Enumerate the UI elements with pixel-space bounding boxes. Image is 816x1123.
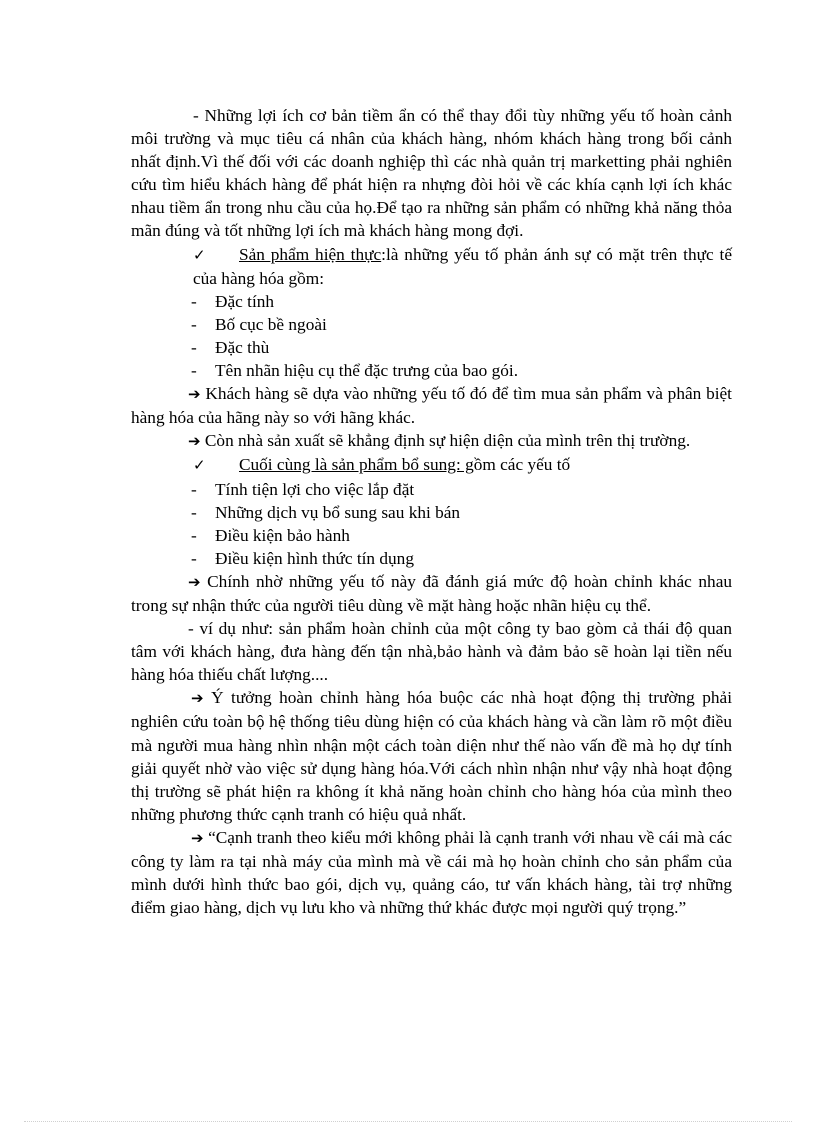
list-item: - Điều kiện bảo hành <box>131 524 732 547</box>
page-bottom-divider <box>24 1121 792 1122</box>
example-paragraph: - ví dụ như: sản phẩm hoàn chỉnh của một công ty bao gòm cả thái độ quan tâm với khách hàng, đưa hàng đến tận nhà,bảo hành và đảm bảo sẽ hoàn lại tiền nếu hàng hóa thiếu chất lượng.... <box>131 619 732 685</box>
arrow-right-icon: ➔ <box>191 828 204 847</box>
checkmark-icon: ✓ <box>193 245 206 264</box>
document-page <box>131 104 732 919</box>
list-item: - Bố cục bề ngoài <box>131 313 732 336</box>
dash-bullet: - <box>191 337 197 357</box>
actual-product-heading-line <box>131 243 732 290</box>
augmented-product-intro: ồm các yếu tố <box>473 455 571 475</box>
paragraph-core-benefits: - Những lợi ích cơ bản tiềm ẩn có thể thay đổi tùy những yếu tố hoàn cảnh môi trường và mục tiêu cá nhân của khách hàng, nhóm khách hàng trong bối cảnh nhất định.Vì thế đối với các doanh nghiệp thì các nhà quản trị marketting phải nghiên cứu tìm hiểu khách hàng để phát hiện ra nhựng đòi hỏi về các khía cạnh lợi ích khác nhau tiềm ẩn trong nhu cầu của họ.Để tạo ra những sản phẩm có những khả năng thỏa mãn đúng và tốt những lợi ích mà khách hàng mong đợi. <box>131 106 732 241</box>
arrow-right-icon: ➔ <box>188 385 201 404</box>
arrow-paragraph-idea: ➔ Ý tưởng hoàn chỉnh hàng hóa buộc các nhà hoạt động thị trường phải nghiên cứu toàn bộ hệ thống tiêu dùng hiện có của khách hàng và cần làm rõ một điều mà người mua hàng nhìn nhận một cách toàn diện như thế nào vấn đề mà họ dự tính giải quyết nhờ vào việc sử dụng hàng hóa.Với cách nhìn nhận như vậy nhà hoạt động thị trường sẽ phát hiện ra không ít khả năng hoàn chỉnh cho hàng hóa của mình theo những phương thức cạnh tranh có hiệu quả nhất. <box>131 688 733 824</box>
list-item: - Những dịch vụ bổ sung sau khi bán <box>131 501 732 524</box>
dash-bullet: - <box>191 548 197 568</box>
list-item: - Đặc thù <box>131 336 732 359</box>
list-item: - Tên nhãn hiệu cụ thể đặc trưng của bao gói. <box>131 359 732 382</box>
augmented-product-heading-line <box>131 453 732 477</box>
list-item: - Đặc tính <box>131 290 732 313</box>
arrow-right-icon: ➔ <box>191 689 204 708</box>
dash-bullet: - <box>191 479 197 499</box>
checkmark-icon: ✓ <box>193 456 206 475</box>
arrow-right-icon: ➔ <box>188 432 201 451</box>
arrow-right-icon: ➔ <box>188 572 201 591</box>
list-item: - Tính tiện lợi cho việc lắp đặt <box>131 478 732 501</box>
dash-bullet: - <box>191 361 197 381</box>
dash-bullet: - <box>191 291 197 311</box>
arrow-paragraph-customer: ➔ Khách hàng sẽ dựa vào những yếu tố đó để tìm mua sản phẩm và phân biệt hàng hóa của hãng này so với hãng khác. <box>131 384 732 428</box>
dash-bullet: - <box>191 314 197 334</box>
arrow-paragraph-quote: ➔ “Cạnh tranh theo kiểu mới không phải là cạnh tranh với nhau về cái mà các công ty làm ra tại nhà máy của mình mà về cái mà họ hoàn chỉnh cho sản phẩm của mình dưới hình thức bao gói, dịch vụ, quảng cáo, tư vấn khách hàng, tài trợ những điểm giao hàng, dịch vụ lưu kho và những thứ khác được mọi người quý trọng.” <box>131 827 733 918</box>
actual-product-heading: Sản phẩm hiện thực <box>239 244 382 264</box>
arrow-paragraph-completeness: ➔ Chính nhờ những yếu tố này đã đánh giá mức độ hoàn chỉnh khác nhau trong sự nhận thức của người tiêu dùng về mặt hàng hoặc nhãn hiệu cụ thể. <box>131 571 732 615</box>
dash-bullet: - <box>191 502 197 522</box>
arrow-paragraph-producer: ➔ Còn nhà sản xuất sẽ khẳng định sự hiện diện của mình trên thị trường. <box>188 431 691 451</box>
actual-product-intro: :là những yếu tố phản ánh sự có mặt trên thực tế của hàng hóa gồm: <box>193 244 732 288</box>
list-item: - Điều kiện hình thức tín dụng <box>131 547 732 570</box>
dash-bullet: - <box>191 525 197 545</box>
augmented-product-heading: Cuối cùng là sản phẩm bổ sung: g <box>239 455 474 475</box>
